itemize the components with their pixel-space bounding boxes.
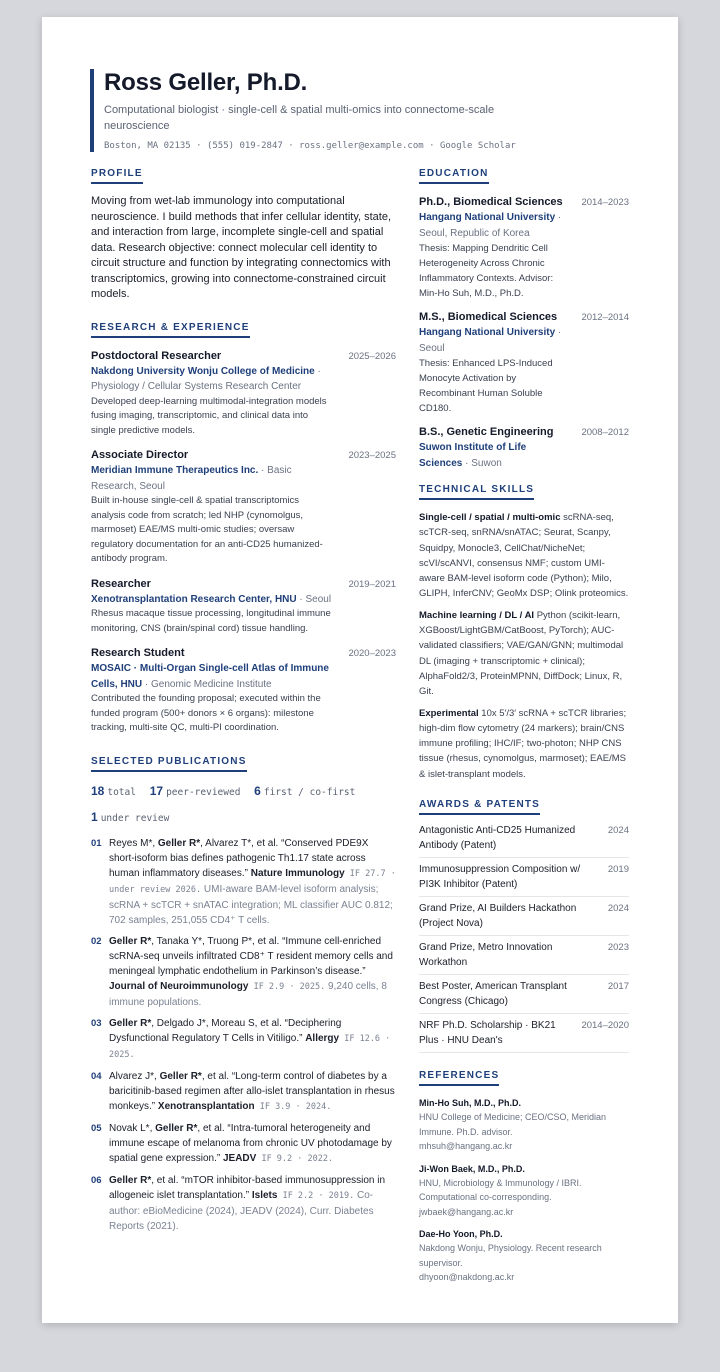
thesis-text: Thesis: Enhanced LPS-Induced Monocyte Activation by Recombinant Human Soluble CD180. — [419, 358, 553, 414]
pub-self-author: Geller R* — [159, 1070, 202, 1082]
stat-label: total — [107, 786, 136, 798]
pub-authors: Novak L*, — [109, 1122, 156, 1134]
publication-item — [91, 836, 396, 928]
skill-group — [419, 510, 629, 602]
stat-number: 17 — [149, 783, 164, 798]
award-text: Best Poster, American Transplant Congress (Chicago) — [419, 981, 567, 1008]
award-item — [419, 936, 629, 975]
education-entry — [419, 424, 629, 471]
pub-journal: Journal of Neuroimmunology — [109, 980, 249, 992]
reference-email[interactable]: jwbaek@hangang.ac.kr — [419, 1206, 514, 1217]
school-name: Hangang National University — [419, 327, 556, 338]
job-description: Built in-house single-cell & spatial transcriptomics analysis code from scratch; led NHP (cynomolgus, marmoset) EAE/MS multi-omic studies; oversaw regulatory documentation for an anti-CD25 humanized-antibody program. — [91, 495, 323, 564]
publication-number: 02 — [91, 935, 102, 947]
publication-number: 06 — [91, 1174, 102, 1186]
pub-self-author: Geller R* — [109, 935, 152, 947]
job-org: MOSAIC · Multi-Organ Single-cell Atlas of Immune Cells, HNU — [91, 663, 329, 690]
stat-number: 18 — [91, 783, 105, 798]
job-location: · Physiology / Cellular Systems Research Center — [91, 365, 321, 392]
skill-text: scRNA-seq, scTCR-seq, snRNA/snATAC; Seurat, Scanpy, Squidpy, Monocle3, CellChat/NicheNet; scVI/scANVI, consensus NMF; custom UMI-aware BAM-level isoform code (Python); Milo, GLIPH, InferCNV; GeoMx DSP; Olink proteomics. — [419, 512, 629, 600]
contact-line: Boston, MA 02135 · (555) 019-2847 · ross.geller@example.com · Google Scholar — [104, 141, 516, 151]
job-title: Postdoctoral Researcher — [91, 349, 222, 362]
award-text: NRF Ph.D. Scholarship · BK21 Plus · HNU Dean's — [419, 1020, 556, 1047]
pub-meta: IF 12.6 · 2025. — [109, 1033, 391, 1060]
references-heading: REFERENCES — [419, 1070, 499, 1086]
publication-item — [91, 1069, 396, 1115]
award-year: 2024 — [607, 825, 629, 837]
pub-journal: JEADV — [222, 1152, 257, 1164]
skill-label: Single-cell / spatial / multi-omic — [419, 512, 561, 523]
award-text: Antagonistic Anti-CD25 Humanized Antibody (Patent) — [419, 825, 576, 852]
reference-name: Ji-Won Baek, M.D., Ph.D. — [419, 1163, 525, 1174]
job-org: Nakdong University Wonju College of Medicine — [91, 365, 315, 377]
reference-description: HNU College of Medicine; CEO/CSO, Meridian Immune. Ph.D. advisor. — [419, 1112, 607, 1137]
profile-text: Moving from wet-lab immunology into computational neuroscience. I build methods that infer cellular identity, state, and interaction from large, incomplete single-cell and spatial data. Research objective: connect molecular cell identity to circuit structure and function by integrating connectomics with transcriptomics, growing into connectome-constrained circuit models. — [91, 195, 392, 300]
pub-title: , Tanaka Y*, Truong P*, et al. “Immune cell-enriched scRNA-seq unveils infiltrated CD8⁺ T resident memory cells and meningeal lymphatic endothelium in Parkinson’s disease.” — [109, 935, 393, 977]
thesis-text: Thesis: Mapping Dendritic Cell Heterogeneity Across Chronic Inflammatory Contexts. Advisor: Min-Ho Suh, M.D., Ph.D. — [419, 243, 554, 299]
skill-group — [419, 608, 629, 700]
reference-name: Dae-Ho Yoon, Ph.D. — [419, 1229, 503, 1240]
job-entry — [91, 645, 396, 736]
award-year: 2023 — [607, 942, 629, 954]
job-date: 2020–2023 — [348, 648, 396, 659]
award-item — [419, 975, 629, 1014]
pub-meta: IF 9.2 · 2022. — [256, 1153, 334, 1164]
pub-authors: Alvarez J*, — [109, 1070, 160, 1082]
job-entry — [91, 576, 396, 637]
school-location: · Suwon — [462, 457, 502, 469]
pub-self-author: Geller R* — [155, 1122, 198, 1134]
resume-header — [90, 69, 550, 152]
pub-note: Co-author: eBioMedicine (2024), JEADV (2024), Curr. Diabetes Reports (2021). — [109, 1189, 374, 1232]
skill-text: Python (scikit-learn, XGBoost/LightGBM/CatBoost, PyTorch); AUC-validated classifiers; VAE/GAN/GNN; multimodal DL (imaging + transcriptomic + clinical); AlphaFold2/3, ProteinMPNN, DiffDock; Linux, R, Git. — [419, 609, 624, 698]
pub-meta: IF 27.7 · under review 2026. — [109, 868, 396, 895]
pub-self-author: Geller R* — [109, 1174, 152, 1186]
skill-label: Experimental — [419, 707, 479, 719]
degree-date: 2008–2012 — [581, 427, 629, 438]
resume-page — [42, 17, 678, 1323]
skill-group — [419, 706, 629, 782]
job-description: Contributed the founding proposal; executed within the funded program (500+ donors × 6 organs): milestone tracking, multi-site QC, multi-PI coordination. — [91, 693, 321, 733]
reference-description: Nakdong Wonju, Physiology. Recent research supervisor. — [419, 1243, 602, 1268]
award-year: 2014–2020 — [581, 1020, 629, 1032]
education-entry — [419, 194, 629, 301]
award-text: Immunosuppression Composition w/ PI3K Inhibitor (Patent) — [419, 864, 581, 891]
publication-number: 05 — [91, 1122, 102, 1134]
pub-title: , et al. “mTOR inhibitor-based immunosuppression in allogeneic islet transplantation.” — [109, 1174, 386, 1201]
candidate-name: Ross Geller, Ph.D. — [104, 69, 308, 96]
pub-title: , Alvarez T*, et al. “Conserved PDE9X short-isoform bias defines pathogenic Th1.17 state across human inflammatory diseases.” — [109, 837, 369, 879]
pub-meta: IF 3.9 · 2024. — [254, 1101, 332, 1112]
award-text: Grand Prize, AI Builders Hackathon (Project Nova) — [419, 903, 577, 930]
job-entry — [91, 447, 396, 567]
reference-item — [419, 1162, 629, 1220]
stat-label: under review — [100, 812, 170, 824]
job-org: Xenotransplantation Research Center, HNU — [91, 593, 297, 605]
publication-item — [91, 1016, 396, 1063]
awards-heading: AWARDS & PATENTS — [419, 799, 540, 815]
skill-label: Machine learning / DL / AI — [419, 609, 535, 621]
degree-title: M.S., Biomedical Sciences — [419, 311, 558, 323]
job-date: 2019–2021 — [348, 578, 396, 590]
pub-journal: Xenotransplantation — [157, 1100, 255, 1112]
publication-item — [91, 1121, 396, 1167]
pub-authors: Reyes M*, — [109, 837, 158, 849]
education-entry — [419, 309, 629, 416]
school-location: · Seoul — [419, 327, 562, 354]
pub-journal: Islets — [251, 1189, 278, 1201]
publication-stats — [91, 782, 396, 828]
degree-title: B.S., Genetic Engineering — [419, 426, 554, 438]
stat-number: 6 — [254, 783, 261, 798]
job-date: 2023–2025 — [348, 450, 396, 461]
reference-item — [419, 1227, 629, 1285]
publication-item — [91, 1173, 396, 1234]
award-year: 2017 — [607, 981, 629, 993]
publications-heading: SELECTED PUBLICATIONS — [91, 756, 247, 772]
pub-meta: IF 2.9 · 2025. — [248, 981, 326, 992]
publication-number: 04 — [91, 1070, 102, 1082]
degree-date: 2014–2023 — [581, 197, 629, 208]
skills-heading: TECHNICAL SKILLS — [419, 484, 534, 500]
right-column — [419, 163, 629, 1293]
publication-item — [91, 934, 396, 1010]
school-location: · Seoul, Republic of Korea — [419, 212, 562, 239]
publication-number: 03 — [91, 1017, 102, 1029]
stat-number: 1 — [91, 809, 98, 824]
pub-title: , Delgado J*, Moreau S, et al. “Deciphering Dysfunctional Regulatory T Cells in Vitiligo.” — [109, 1017, 342, 1044]
job-description: Developed deep-learning multimodal-integration models fusing imaging, transcriptomic, and clinical data into single predictive models. — [91, 395, 327, 436]
award-text: Grand Prize, Metro Innovation Workathon — [419, 942, 553, 969]
job-org: Meridian Immune Therapeutics Inc. — [91, 465, 259, 476]
pub-meta: IF 2.2 · 2019. — [277, 1190, 355, 1201]
pub-self-author: Geller R* — [109, 1017, 152, 1029]
reference-name: Min-Ho Suh, M.D., Ph.D. — [419, 1098, 521, 1109]
experience-heading: RESEARCH & EXPERIENCE — [91, 322, 250, 338]
degree-date: 2012–2014 — [581, 312, 629, 323]
job-location: · Basic Research, Seoul — [91, 465, 292, 492]
award-year: 2024 — [607, 903, 629, 915]
school-name: Hangang National University — [419, 212, 556, 223]
award-item — [419, 897, 629, 936]
job-entry — [91, 348, 396, 439]
reference-description: HNU, Microbiology & Immunology / IBRI. Computational co-corresponding. — [419, 1177, 582, 1203]
award-item — [419, 819, 629, 858]
job-location: · Seoul — [296, 593, 332, 605]
job-title: Research Student — [91, 647, 185, 659]
pub-title: , et al. “Intra-tumoral heterogeneity and immune escape of melanoma from chronic UV photodamage by spatial gene expression.” — [109, 1122, 392, 1164]
award-year: 2019 — [607, 864, 629, 876]
pub-journal: Nature Immunology — [250, 867, 345, 879]
job-title: Researcher — [91, 577, 151, 590]
pub-title: , et al. “Long-term control of diabetes by a baricitinib-based regimen after allo-islet transplantation in rhesus monkeys.” — [109, 1070, 395, 1112]
skill-text: 10x 5′/3′ scRNA + scTCR libraries; high-dim flow cytometry (24 markers); brain/CNS immune profiling; IHC/IF; two-photon; NHP CNS tissue (rhesus, cynomolgus, marmoset); EAE/MS & islet-transplant models. — [419, 707, 627, 780]
pub-journal: Allergy — [305, 1032, 340, 1044]
left-column — [91, 163, 396, 1240]
pub-note: UMI-aware BAM-level isoform analysis; scRNA + scTCR + snATAC integration; ML classifier AUC 0.812; 702 samples, 251,055 CD4⁺ T cells. — [109, 883, 393, 926]
job-location: · Genomic Medicine Institute — [142, 678, 272, 690]
education-heading: EDUCATION — [419, 168, 489, 184]
pub-self-author: Geller R* — [157, 837, 201, 849]
reference-item — [419, 1096, 629, 1154]
profile-heading: PROFILE — [91, 168, 143, 184]
pub-note: 9,240 cells, 8 immune populations. — [109, 980, 387, 1008]
award-item — [419, 1014, 629, 1053]
reference-email[interactable]: dhyoon@nakdong.ac.kr — [419, 1272, 515, 1283]
publication-number: 01 — [91, 837, 102, 849]
stat-label: peer-reviewed — [166, 786, 241, 798]
school-name: Suwon Institute of Life Sciences — [419, 442, 527, 469]
candidate-subtitle: Computational biologist · single-cell & spatial multi-omics into connectome-scale neuroscience — [104, 104, 495, 132]
job-description: Rhesus macaque tissue processing, longitudinal immune monitoring, CNS (brain/spinal cord) tissue handling. — [91, 608, 331, 634]
reference-email[interactable]: mhsuh@hangang.ac.kr — [419, 1141, 513, 1152]
degree-title: Ph.D., Biomedical Sciences — [419, 196, 563, 208]
job-date: 2025–2026 — [348, 350, 396, 362]
job-title: Associate Director — [91, 449, 189, 461]
stat-label: first / co-first — [263, 786, 356, 798]
award-item — [419, 858, 629, 897]
